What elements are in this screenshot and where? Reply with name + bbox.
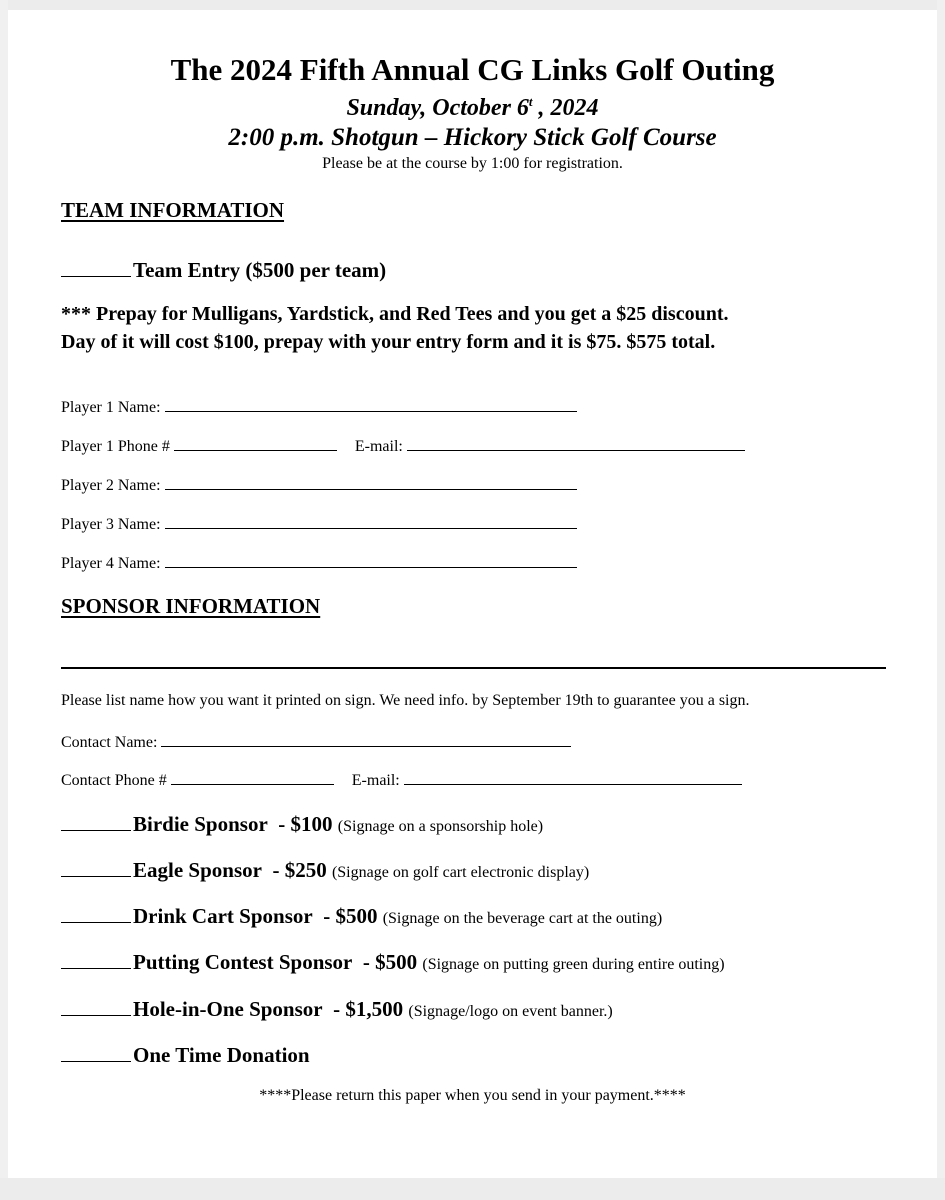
sponsor-level-price: - $1,500 [333,997,404,1021]
donation-label: One Time Donation [133,1043,310,1067]
contact-phone-field[interactable] [171,770,334,785]
sponsor-level-price: - $500 [362,950,418,974]
page-frame-bottom [0,1178,945,1200]
event-date-suffix: t [528,94,533,109]
player-1-email-field[interactable] [407,436,745,451]
contact-email-field[interactable] [404,770,742,785]
event-date-year: , 2024 [532,95,599,121]
contact-name-label: Contact Name: [61,734,158,751]
registration-note: Please be at the course by 1:00 for registration. [322,155,623,172]
player-1-name-row [61,397,577,417]
sign-note: Please list name how you want it printed on sign. We need info. by September 19th to guarantee you a sign. [61,692,750,709]
sponsor-level-name: Drink Cart Sponsor [133,904,313,928]
player-3-name-field[interactable] [165,514,577,529]
player-1-contact-row [61,436,745,456]
sponsor-level-price: - $100 [278,812,333,836]
eagle-sponsor-checkbox-line[interactable] [61,856,131,877]
donation-checkbox-line[interactable] [61,1041,131,1062]
team-entry-checkbox-line[interactable] [61,256,131,277]
page-frame-top [0,0,945,10]
sponsor-level-row [61,995,613,1022]
sponsor-level-name: Putting Contest Sponsor [133,950,353,974]
player-2-name-label: Player 2 Name: [61,477,161,494]
team-entry-label: Team Entry ($500 per team) [133,258,387,282]
player-2-name-field[interactable] [165,475,577,490]
player-3-name-label: Player 3 Name: [61,516,161,533]
player-4-name-label: Player 4 Name: [61,555,161,572]
contact-name-field[interactable] [161,732,571,747]
player-1-email-label: E-mail: [354,438,403,455]
prepay-line-1: *** Prepay for Mulligans, Yardstick, and Red Tees and you get a $25 discount. [61,303,729,325]
donation-row [61,1041,310,1068]
sponsor-level-note: (Signage/logo on event banner.) [408,1003,613,1020]
page-frame-left [0,0,8,1200]
sponsor-name-field[interactable] [61,667,886,669]
sponsor-level-price: - $250 [272,858,327,882]
player-1-name-field[interactable] [165,397,577,412]
hole-in-one-sponsor-checkbox-line[interactable] [61,995,131,1016]
team-information-heading: TEAM INFORMATION [61,198,285,222]
page-frame-right [937,0,945,1200]
player-1-phone-field[interactable] [174,436,337,451]
sponsor-level-note: (Signage on a sponsorship hole) [337,818,544,835]
return-note: ****Please return this paper when you send in your payment.**** [259,1087,686,1104]
sponsor-level-price: - $500 [323,904,378,928]
player-1-phone-label: Player 1 Phone # [61,438,170,455]
sponsor-level-name: Hole-in-One Sponsor [133,997,323,1021]
player-2-name-row [61,475,577,495]
sponsor-level-row [61,948,725,975]
event-title: The 2024 Fifth Annual CG Links Golf Outing [170,52,775,87]
contact-info-row [61,770,742,790]
prepay-line-2: Day of it will cost $100, prepay with your entry form and it is $75. $575 total. [61,331,716,353]
team-entry-row [61,256,386,283]
sponsor-level-name: Eagle Sponsor [133,858,262,882]
player-3-name-row [61,514,577,534]
sponsor-level-name: Birdie Sponsor [133,812,268,836]
event-date [0,94,945,122]
player-4-name-row [61,553,577,573]
birdie-sponsor-checkbox-line[interactable] [61,810,131,831]
event-time-location: 2:00 p.m. Shotgun – Hickory Stick Golf Course [228,124,717,151]
sponsor-level-note: (Signage on golf cart electronic display) [331,864,590,881]
sponsor-level-row [61,810,543,837]
player-1-name-label: Player 1 Name: [61,399,161,416]
contact-phone-label: Contact Phone # [61,772,167,789]
sponsor-level-row [61,902,662,929]
sponsor-level-row [61,856,589,883]
drink-cart-sponsor-checkbox-line[interactable] [61,902,131,923]
putting-contest-sponsor-checkbox-line[interactable] [61,948,131,969]
player-4-name-field[interactable] [165,553,577,568]
event-date-main: Sunday, October 6 [346,95,529,121]
sponsor-level-note: (Signage on the beverage cart at the outing) [382,910,663,927]
sponsor-level-note: (Signage on putting green during entire outing) [422,956,725,973]
sponsor-information-heading: SPONSOR INFORMATION [61,594,321,618]
contact-email-label: E-mail: [351,772,400,789]
contact-name-row [61,732,571,752]
